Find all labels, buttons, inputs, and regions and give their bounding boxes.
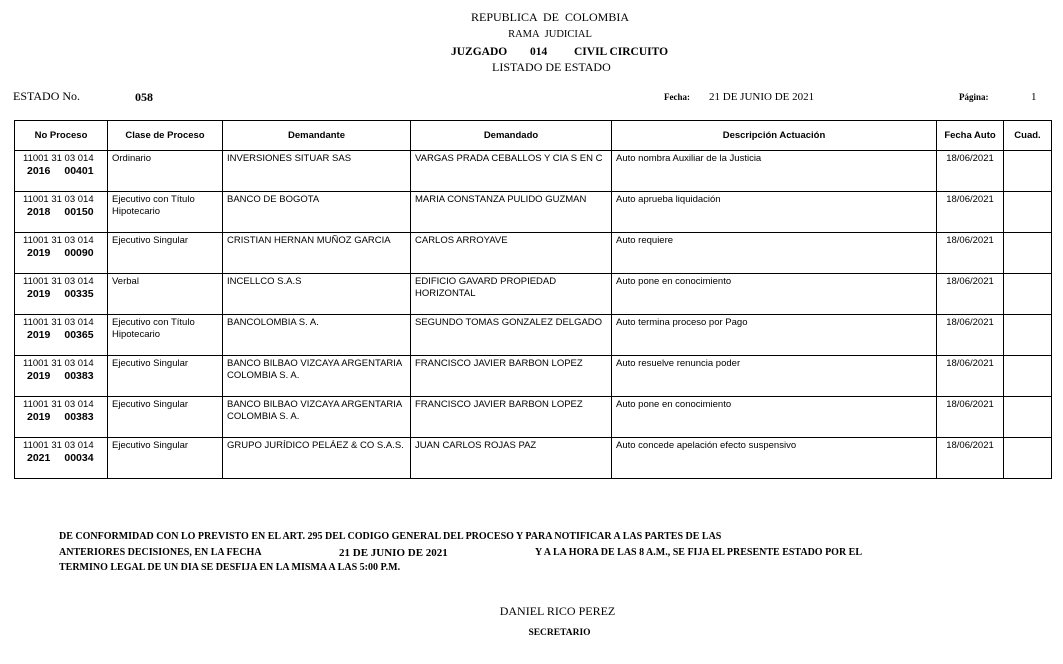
proceso-year: 2019 xyxy=(27,288,51,300)
court-number: 014 xyxy=(530,46,548,58)
court-label: JUZGADO xyxy=(451,46,508,58)
cuad-cell xyxy=(1004,192,1052,233)
proceso-num: 00034 xyxy=(64,452,94,464)
radicado: 11001 31 03 014 xyxy=(23,153,94,164)
table-row xyxy=(15,151,1052,192)
clase-cell: Ejecutivo con Título Hipotecario xyxy=(108,192,223,233)
demandado-cell: FRANCISCO JAVIER BARBON LOPEZ xyxy=(411,356,612,397)
proceso-num: 00383 xyxy=(64,411,94,423)
col-cuad: Cuad. xyxy=(1004,121,1052,151)
table-row xyxy=(15,233,1052,274)
fecha-cell: 18/06/2021 xyxy=(937,397,1004,438)
demandado-cell: SEGUNDO TOMAS GONZALEZ DELGADO xyxy=(411,315,612,356)
clase-cell: Ordinario xyxy=(108,151,223,192)
year-number xyxy=(23,329,103,341)
proceso-cell xyxy=(15,356,108,397)
col-demandante: Demandante xyxy=(223,121,411,151)
year-number xyxy=(23,411,103,423)
pagina-label: Página: xyxy=(959,92,989,102)
footer-date: 21 DE JUNIO DE 2021 xyxy=(339,547,448,559)
fecha-cell: 18/06/2021 xyxy=(937,438,1004,479)
demandante-cell: INVERSIONES SITUAR SAS xyxy=(223,151,411,192)
proceso-num: 00401 xyxy=(64,165,94,177)
radicado: 11001 31 03 014 xyxy=(23,194,94,205)
demandado-cell: CARLOS ARROYAVE xyxy=(411,233,612,274)
table-row xyxy=(15,356,1052,397)
proceso-cell xyxy=(15,233,108,274)
fecha-value: 21 DE JUNIO DE 2021 xyxy=(709,91,815,103)
footer-line-1: DE CONFORMIDAD CON LO PREVISTO EN EL ART. 295 DEL CODIGO GENERAL DEL PROCESO Y PARA NOTIFICAR A LAS PARTES DE LAS xyxy=(59,531,722,542)
col-fecha-auto: Fecha Auto xyxy=(937,121,1004,151)
proceso-num: 00365 xyxy=(64,329,94,341)
estado-number: 058 xyxy=(135,90,153,104)
year-number xyxy=(23,165,103,177)
proceso-num: 00335 xyxy=(64,288,94,300)
demandante-cell: GRUPO JURÍDICO PELÁEZ & CO S.A.S. xyxy=(223,438,411,479)
demandante-cell: BANCOLOMBIA S. A. xyxy=(223,315,411,356)
descripcion-cell: Auto pone en conocimiento xyxy=(612,274,937,315)
col-no-proceso: No Proceso xyxy=(15,121,108,151)
descripcion-cell: Auto resuelve renuncia poder xyxy=(612,356,937,397)
proceso-num: 00150 xyxy=(64,206,94,218)
clase-cell: Verbal xyxy=(108,274,223,315)
cuad-cell xyxy=(1004,438,1052,479)
listing-title: LISTADO DE ESTADO xyxy=(492,60,611,74)
col-clase: Clase de Proceso xyxy=(108,121,223,151)
year-number xyxy=(23,247,103,259)
year-number xyxy=(23,206,103,218)
proceso-year: 2021 xyxy=(27,452,51,464)
year-number xyxy=(23,370,103,382)
proceso-cell xyxy=(15,151,108,192)
proceso-cell xyxy=(15,192,108,233)
proceso-cell xyxy=(15,315,108,356)
cuad-cell xyxy=(1004,397,1052,438)
fecha-cell: 18/06/2021 xyxy=(937,192,1004,233)
demandante-cell: BANCO BILBAO VIZCAYA ARGENTARIA COLOMBIA S. A. xyxy=(223,356,411,397)
demandado-cell: JUAN CARLOS ROJAS PAZ xyxy=(411,438,612,479)
cuad-cell xyxy=(1004,274,1052,315)
demandante-cell: BANCO BILBAO VIZCAYA ARGENTARIA COLOMBIA S. A. xyxy=(223,397,411,438)
demandante-cell: BANCO DE BOGOTA xyxy=(223,192,411,233)
proceso-year: 2018 xyxy=(27,206,51,218)
clase-cell: Ejecutivo Singular xyxy=(108,397,223,438)
col-descripcion: Descripción Actuación xyxy=(612,121,937,151)
demandante-cell: CRISTIAN HERNAN MUÑOZ GARCIA xyxy=(223,233,411,274)
table-row xyxy=(15,438,1052,479)
republic-heading: REPUBLICA DE COLOMBIA xyxy=(470,10,629,24)
descripcion-cell: Auto concede apelación efecto suspensivo xyxy=(612,438,937,479)
table-row xyxy=(15,315,1052,356)
proceso-num: 00383 xyxy=(64,370,94,382)
radicado: 11001 31 03 014 xyxy=(23,317,94,328)
demandado-cell: VARGAS PRADA CEBALLOS Y CIA S EN C xyxy=(411,151,612,192)
radicado: 11001 31 03 014 xyxy=(23,440,94,451)
signer-name: DANIEL RICO PEREZ xyxy=(499,604,616,618)
branch-heading: RAMA JUDICIAL xyxy=(508,29,592,40)
signer-title: SECRETARIO xyxy=(528,628,591,638)
proceso-year: 2016 xyxy=(27,165,51,177)
proceso-year: 2019 xyxy=(27,329,51,341)
clase-cell: Ejecutivo Singular xyxy=(108,233,223,274)
year-number xyxy=(23,452,103,464)
table-row xyxy=(15,274,1052,315)
proceso-year: 2019 xyxy=(27,247,51,259)
proceso-year: 2019 xyxy=(27,370,51,382)
proceso-cell xyxy=(15,397,108,438)
proceso-year: 2019 xyxy=(27,411,51,423)
demandante-cell: INCELLCO S.A.S xyxy=(223,274,411,315)
col-demandado: Demandado xyxy=(411,121,612,151)
court-type: CIVIL CIRCUITO xyxy=(574,46,669,58)
radicado: 11001 31 03 014 xyxy=(23,235,94,246)
footer-line-2a: ANTERIORES DECISIONES, EN LA FECHA xyxy=(59,547,262,558)
proceso-cell xyxy=(15,438,108,479)
table-row xyxy=(15,397,1052,438)
descripcion-cell: Auto nombra Auxiliar de la Justicia xyxy=(612,151,937,192)
clase-cell: Ejecutivo con Título Hipotecario xyxy=(108,315,223,356)
pagina-value: 1 xyxy=(1031,91,1037,103)
radicado: 11001 31 03 014 xyxy=(23,276,94,287)
demandado-cell: EDIFICIO GAVARD PROPIEDAD HORIZONTAL xyxy=(411,274,612,315)
cuad-cell xyxy=(1004,356,1052,397)
fecha-cell: 18/06/2021 xyxy=(937,233,1004,274)
footer-line-2b: Y A LA HORA DE LAS 8 A.M., SE FIJA EL PRESENTE ESTADO POR EL xyxy=(535,547,863,558)
radicado: 11001 31 03 014 xyxy=(23,399,94,410)
descripcion-cell: Auto requiere xyxy=(612,233,937,274)
fecha-cell: 18/06/2021 xyxy=(937,274,1004,315)
descripcion-cell: Auto pone en conocimiento xyxy=(612,397,937,438)
cuad-cell xyxy=(1004,315,1052,356)
estado-table xyxy=(14,120,1052,479)
fecha-cell: 18/06/2021 xyxy=(937,356,1004,397)
fecha-label: Fecha: xyxy=(664,92,690,102)
radicado: 11001 31 03 014 xyxy=(23,358,94,369)
estado-label: ESTADO No. xyxy=(13,89,81,103)
year-number xyxy=(23,288,103,300)
cuad-cell xyxy=(1004,233,1052,274)
demandado-cell: MARIA CONSTANZA PULIDO GUZMAN xyxy=(411,192,612,233)
table-header-row xyxy=(15,121,1052,151)
demandado-cell: FRANCISCO JAVIER BARBON LOPEZ xyxy=(411,397,612,438)
descripcion-cell: Auto aprueba liquidación xyxy=(612,192,937,233)
fecha-cell: 18/06/2021 xyxy=(937,151,1004,192)
fecha-cell: 18/06/2021 xyxy=(937,315,1004,356)
clase-cell: Ejecutivo Singular xyxy=(108,356,223,397)
footer-line-3: TERMINO LEGAL DE UN DIA SE DESFIJA EN LA MISMA A LAS 5:00 P.M. xyxy=(59,562,401,573)
clase-cell: Ejecutivo Singular xyxy=(108,438,223,479)
cuad-cell xyxy=(1004,151,1052,192)
descripcion-cell: Auto termina proceso por Pago xyxy=(612,315,937,356)
proceso-cell xyxy=(15,274,108,315)
proceso-num: 00090 xyxy=(64,247,94,259)
table-row xyxy=(15,192,1052,233)
